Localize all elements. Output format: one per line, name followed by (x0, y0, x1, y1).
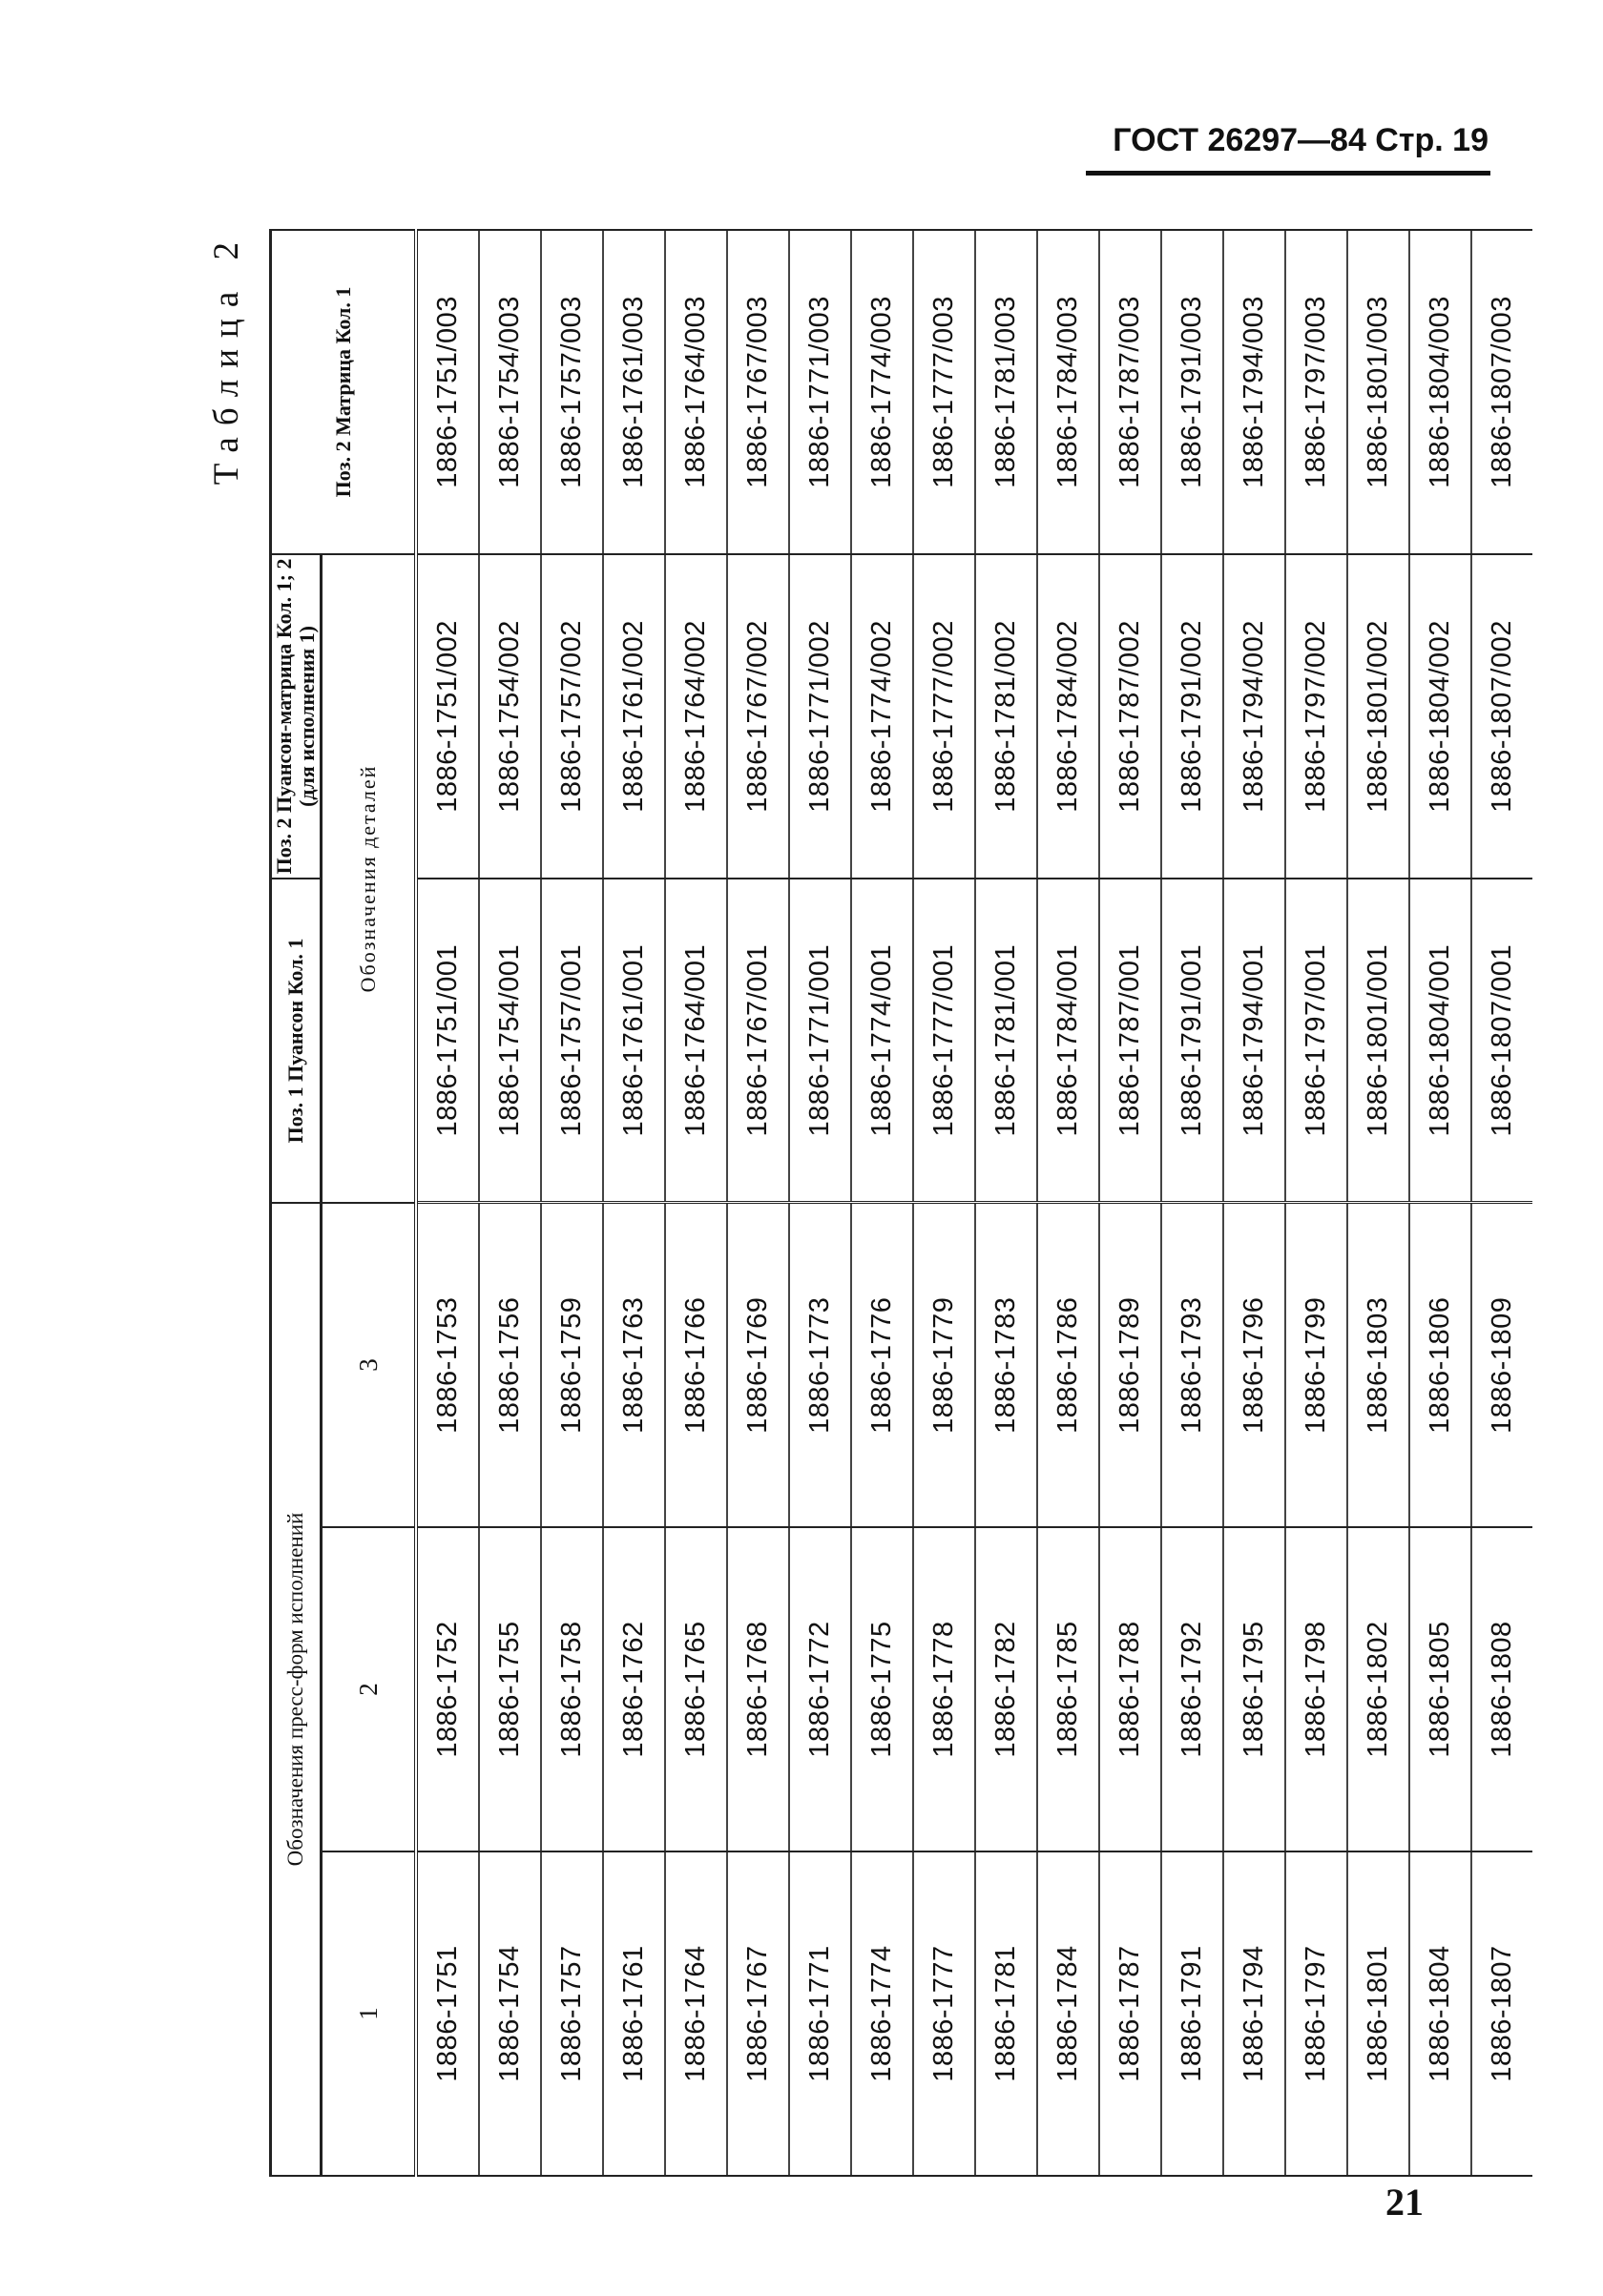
table-cell: 1886-1755 (479, 1527, 541, 1851)
poz2-header: Поз. 2 Пуансон-матрица Кол. 1; 2 (для исполнения 1) (271, 554, 322, 879)
table-cell: 1886-1753 (416, 1203, 479, 1527)
table-cell: 1886-1756 (479, 1203, 541, 1527)
table-row (789, 230, 851, 2176)
table-cell: 1886-1792 (1161, 1527, 1223, 1851)
table-cell: 1886-1807/001 (1471, 879, 1532, 1203)
table-cell: 1886-1771/003 (789, 230, 851, 554)
table-cell: 1886-1791/003 (1161, 230, 1223, 554)
table-cell: 1886-1767/001 (727, 879, 789, 1203)
col-number-1: 1 (322, 1851, 417, 2176)
table-cell: 1886-1787/003 (1099, 230, 1161, 554)
rotated-table-block (207, 231, 1518, 2177)
table-row (479, 230, 541, 2176)
table-cell: 1886-1764 (665, 1851, 727, 2176)
table-row (1037, 230, 1099, 2176)
details-header: Обозначения деталей (322, 554, 417, 1203)
table-cell: 1886-1801 (1347, 1851, 1409, 2176)
table-cell: 1886-1791 (1161, 1851, 1223, 2176)
table-cell: 1886-1764/001 (665, 879, 727, 1203)
table-cell: 1886-1807/003 (1471, 230, 1532, 554)
table-cell: 1886-1784 (1037, 1851, 1099, 2176)
table-cell: 1886-1761/003 (603, 230, 665, 554)
table-cell: 1886-1766 (665, 1203, 727, 1527)
table-cell: 1886-1774/001 (851, 879, 913, 1203)
table-cell: 1886-1804 (1409, 1851, 1471, 2176)
table-cell: 1886-1791/002 (1161, 554, 1223, 879)
table-cell: 1886-1793 (1161, 1203, 1223, 1527)
table-cell: 1886-1775 (851, 1527, 913, 1851)
table-cell: 1886-1804/002 (1409, 554, 1471, 879)
table-cell: 1886-1787 (1099, 1851, 1161, 2176)
table-cell: 1886-1805 (1409, 1527, 1471, 1851)
table-cell: 1886-1771/001 (789, 879, 851, 1203)
table-cell: 1886-1794/003 (1223, 230, 1285, 554)
header-rule (1086, 171, 1490, 176)
table-cell: 1886-1797/003 (1285, 230, 1347, 554)
table-cell: 1886-1781/003 (975, 230, 1037, 554)
table-cell: 1886-1777/003 (913, 230, 975, 554)
table-cell: 1886-1804/001 (1409, 879, 1471, 1203)
table-cell: 1886-1781/001 (975, 879, 1037, 1203)
table-cell: 1886-1794 (1223, 1851, 1285, 2176)
table-cell: 1886-1797/002 (1285, 554, 1347, 879)
table-cell: 1886-1791/001 (1161, 879, 1223, 1203)
table-cell: 1886-1788 (1099, 1527, 1161, 1851)
poz3-header: Поз. 2 Матрица Кол. 1 (271, 230, 417, 554)
table-cell: 1886-1777/002 (913, 554, 975, 879)
table-cell: 1886-1774 (851, 1851, 913, 2176)
table-cell: 1886-1798 (1285, 1527, 1347, 1851)
table-cell: 1886-1804/003 (1409, 230, 1471, 554)
table-cell: 1886-1784/003 (1037, 230, 1099, 554)
table-cell: 1886-1758 (541, 1527, 603, 1851)
table-row (1409, 230, 1471, 2176)
table-cell: 1886-1757 (541, 1851, 603, 2176)
page-number: 21 (1385, 2181, 1424, 2224)
table-cell: 1886-1782 (975, 1527, 1037, 1851)
col-number-3: 3 (322, 1203, 417, 1527)
table-cell: 1886-1764/002 (665, 554, 727, 879)
table-row (1347, 230, 1409, 2176)
table-cell: 1886-1761/002 (603, 554, 665, 879)
table-cell: 1886-1751/001 (416, 879, 479, 1203)
table-row (851, 230, 913, 2176)
col-number-2: 2 (322, 1527, 417, 1851)
table-cell: 1886-1802 (1347, 1527, 1409, 1851)
table-cell: 1886-1761/001 (603, 879, 665, 1203)
table-cell: 1886-1763 (603, 1203, 665, 1527)
table-cell: 1886-1774/002 (851, 554, 913, 879)
table-cell: 1886-1797/001 (1285, 879, 1347, 1203)
table-cell: 1886-1801/002 (1347, 554, 1409, 879)
table-cell: 1886-1808 (1471, 1527, 1532, 1851)
table-cell: 1886-1806 (1409, 1203, 1471, 1527)
table-cell: 1886-1757/002 (541, 554, 603, 879)
table-cell: 1886-1754/003 (479, 230, 541, 554)
table-cell: 1886-1754/002 (479, 554, 541, 879)
table-cell: 1886-1789 (1099, 1203, 1161, 1527)
table-cell: 1886-1787/002 (1099, 554, 1161, 879)
table-caption: Таблица 2 (207, 231, 246, 486)
table-cell: 1886-1784/002 (1037, 554, 1099, 879)
table-cell: 1886-1781/002 (975, 554, 1037, 879)
table-cell: 1886-1765 (665, 1527, 727, 1851)
table-row (727, 230, 789, 2176)
table-row (1471, 230, 1532, 2176)
table-cell: 1886-1751/003 (416, 230, 479, 554)
table-cell: 1886-1752 (416, 1527, 479, 1851)
table-cell: 1886-1764/003 (665, 230, 727, 554)
table-cell: 1886-1751/002 (416, 554, 479, 879)
poz1-header: Поз. 1 Пуансон Кол. 1 (271, 879, 322, 1203)
table-cell: 1886-1809 (1471, 1203, 1532, 1527)
table-cell: 1886-1751 (416, 1851, 479, 2176)
table-cell: 1886-1807/002 (1471, 554, 1532, 879)
table-row (1099, 230, 1161, 2176)
table-row (416, 230, 479, 2176)
table-cell: 1886-1786 (1037, 1203, 1099, 1527)
table-cell: 1886-1785 (1037, 1527, 1099, 1851)
table-cell: 1886-1776 (851, 1203, 913, 1527)
table-cell: 1886-1774/003 (851, 230, 913, 554)
designations-table (269, 229, 1532, 2177)
table-cell: 1886-1761 (603, 1851, 665, 2176)
table-cell: 1886-1757/001 (541, 879, 603, 1203)
table-cell: 1886-1767/002 (727, 554, 789, 879)
table-cell: 1886-1772 (789, 1527, 851, 1851)
page-header: ГОСТ 26297—84 Стр. 19 (1113, 122, 1488, 158)
table-cell: 1886-1762 (603, 1527, 665, 1851)
table-cell: 1886-1803 (1347, 1203, 1409, 1527)
table-cell: 1886-1777 (913, 1851, 975, 2176)
table-row (603, 230, 665, 2176)
table-row (1161, 230, 1223, 2176)
table-cell: 1886-1784/001 (1037, 879, 1099, 1203)
table-row (1223, 230, 1285, 2176)
table-cell: 1886-1759 (541, 1203, 603, 1527)
table-cell: 1886-1783 (975, 1203, 1037, 1527)
table-cell: 1886-1771/002 (789, 554, 851, 879)
table-cell: 1886-1777/001 (913, 879, 975, 1203)
table-cell: 1886-1799 (1285, 1203, 1347, 1527)
table-cell: 1886-1778 (913, 1527, 975, 1851)
table-cell: 1886-1801/001 (1347, 879, 1409, 1203)
table-cell: 1886-1754/001 (479, 879, 541, 1203)
table-cell: 1886-1787/001 (1099, 879, 1161, 1203)
table-cell: 1886-1796 (1223, 1203, 1285, 1527)
table-cell: 1886-1794/001 (1223, 879, 1285, 1203)
table-cell: 1886-1794/002 (1223, 554, 1285, 879)
table-cell: 1886-1779 (913, 1203, 975, 1527)
table-row (913, 230, 975, 2176)
table-cell: 1886-1801/003 (1347, 230, 1409, 554)
table-cell: 1886-1767 (727, 1851, 789, 2176)
table-row (975, 230, 1037, 2176)
table-cell: 1886-1797 (1285, 1851, 1347, 2176)
table-row (665, 230, 727, 2176)
table-cell: 1886-1773 (789, 1203, 851, 1527)
table-cell: 1886-1767/003 (727, 230, 789, 554)
table-row (541, 230, 603, 2176)
group-header: Обозначения пресс-форм исполнений (271, 1203, 322, 2176)
table-row (1285, 230, 1347, 2176)
table-cell: 1886-1807 (1471, 1851, 1532, 2176)
table-cell: 1886-1768 (727, 1527, 789, 1851)
table-cell: 1886-1769 (727, 1203, 789, 1527)
table-cell: 1886-1757/003 (541, 230, 603, 554)
table-cell: 1886-1754 (479, 1851, 541, 2176)
table-cell: 1886-1781 (975, 1851, 1037, 2176)
table-cell: 1886-1795 (1223, 1527, 1285, 1851)
table-cell: 1886-1771 (789, 1851, 851, 2176)
table-body (416, 230, 1532, 2176)
